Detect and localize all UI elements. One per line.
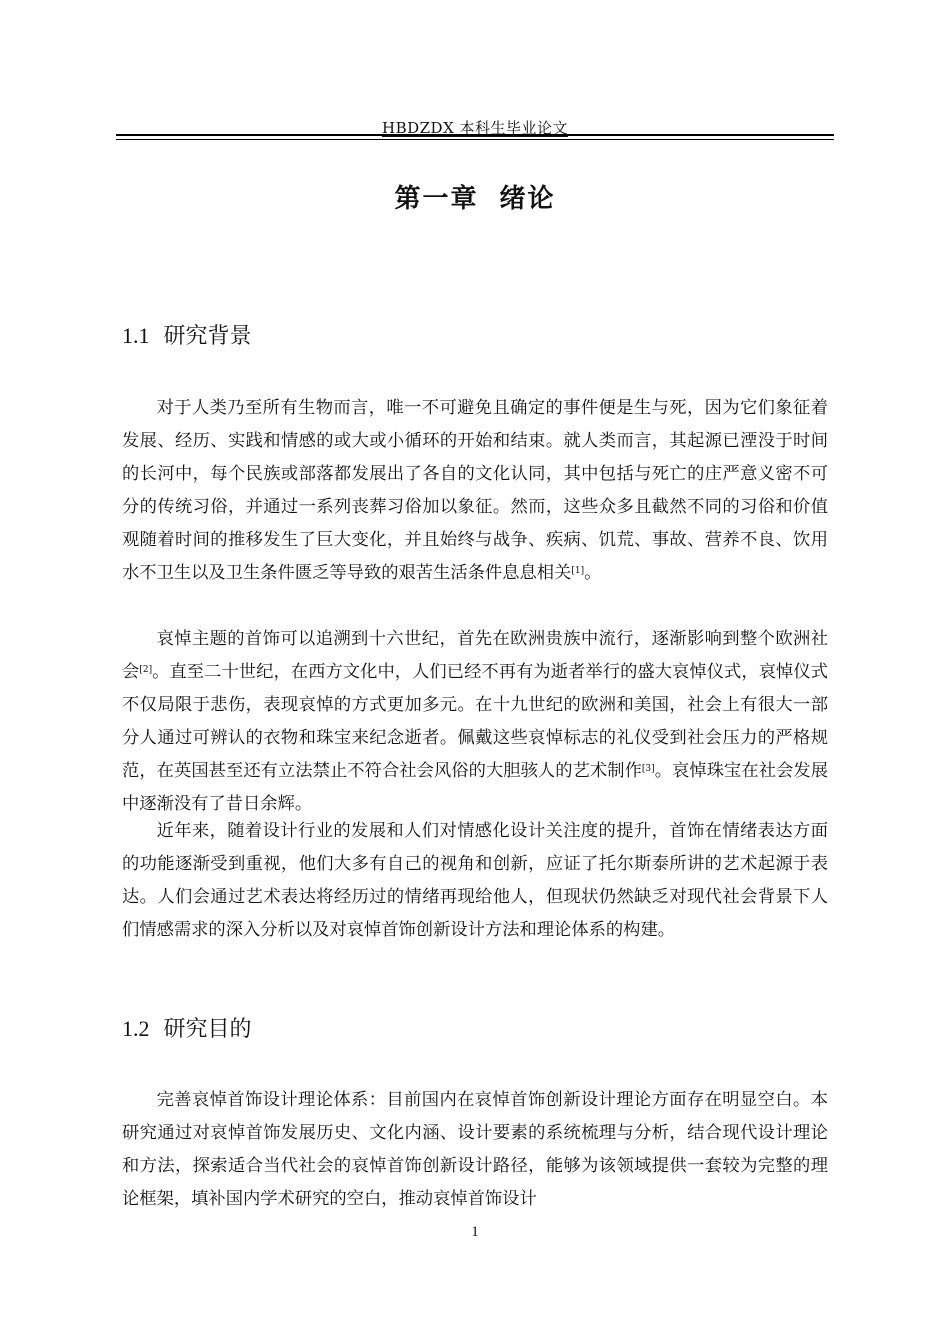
citation-ref: [3]: [641, 764, 655, 774]
paragraph-text: 。哀悼珠宝在社会发展中逐渐没有了昔日余辉。: [122, 761, 828, 814]
running-header-text: HBDZDX 本科生毕业论文: [381, 119, 569, 137]
paragraph-background-2: [122, 623, 828, 821]
paragraph-text: 哀悼主题的首饰可以追溯到十六世纪，首先在欧洲贵族中流行，逐渐影响到整个欧洲社会: [122, 629, 828, 682]
header-rule-thick: [116, 134, 834, 136]
paragraph-purpose-1: [122, 1084, 828, 1216]
citation-ref: [1]: [571, 566, 585, 576]
section-heading-1-2: [122, 1012, 252, 1043]
paragraph-background-3: [122, 815, 828, 947]
section-heading-1-1: [122, 319, 252, 350]
paragraph-background-1: [122, 392, 828, 590]
page-number: 1: [471, 1224, 479, 1240]
paragraph-text: 近年来，随着设计行业的发展和人们对情感化设计关注度的提升，首饰在情绪表达方面的功能逐渐受到重视，他们大多有自己的视角和创新，应证了托尔斯泰所讲的艺术起源于表达。人们会通过艺术表达将经历过的情绪再现给他人，但现状仍然缺乏对现代社会背景下人们情感需求的深入分析以及对哀悼首饰创新设计方法和理论体系的构建。: [122, 821, 828, 940]
paragraph-text: 对于人类乃至所有生物而言，唯一不可避免且确定的事件便是生与死，因为它们象征着发展、经历、实践和情感的或大或小循环的开始和结束。就人类而言，其起源已湮没于时间的长河中，每个民族或部落都发展出了各自的文化认同，其中包括与死亡的庄严意义密不可分的传统习俗，并通过一系列丧葬习俗加以象征。然而，这些众多且截然不同的习俗和价值观随着时间的推移发生了巨大变化，并且始终与战争、疾病、饥荒、事故、营养不良、饮用水不卫生以及卫生条件匮乏等导致的艰苦生活条件息息相关: [122, 398, 828, 583]
section-number: 1.1: [122, 323, 150, 348]
paragraph-text: 。: [584, 563, 602, 583]
section-title-text: 研究目的: [163, 1017, 252, 1042]
section-title-text: 研究背景: [163, 324, 252, 349]
header-rule-thin: [116, 139, 834, 140]
chapter-title: 第一章 绪论: [394, 184, 556, 214]
paragraph-text: 。直至二十世纪，在西方文化中，人们已经不再有为逝者举行的盛大哀悼仪式，哀悼仪式不仅局限于悲伤，表现哀悼的方式更加多元。在十九世纪的欧洲和美国，社会上有很大一部分人通过可辨认的衣物和珠宝来纪念逝者。佩戴这些哀悼标志的礼仪受到社会压力的严格规范，在英国甚至还有立法禁止不符合社会风俗的大胆骇人的艺术制作: [122, 662, 828, 781]
paragraph-text: 完善哀悼首饰设计理论体系：目前国内在哀悼首饰创新设计理论方面存在明显空白。本研究通过对哀悼首饰发展历史、文化内涵、设计要素的系统梳理与分析，结合现代设计理论和方法，探索适合当代社会的哀悼首饰创新设计路径，能够为该领域提供一套较为完整的理论框架，填补国内学术研究的空白，推动哀悼首饰设计: [122, 1090, 828, 1209]
section-number: 1.2: [122, 1016, 150, 1041]
citation-ref: [2]: [139, 665, 153, 675]
